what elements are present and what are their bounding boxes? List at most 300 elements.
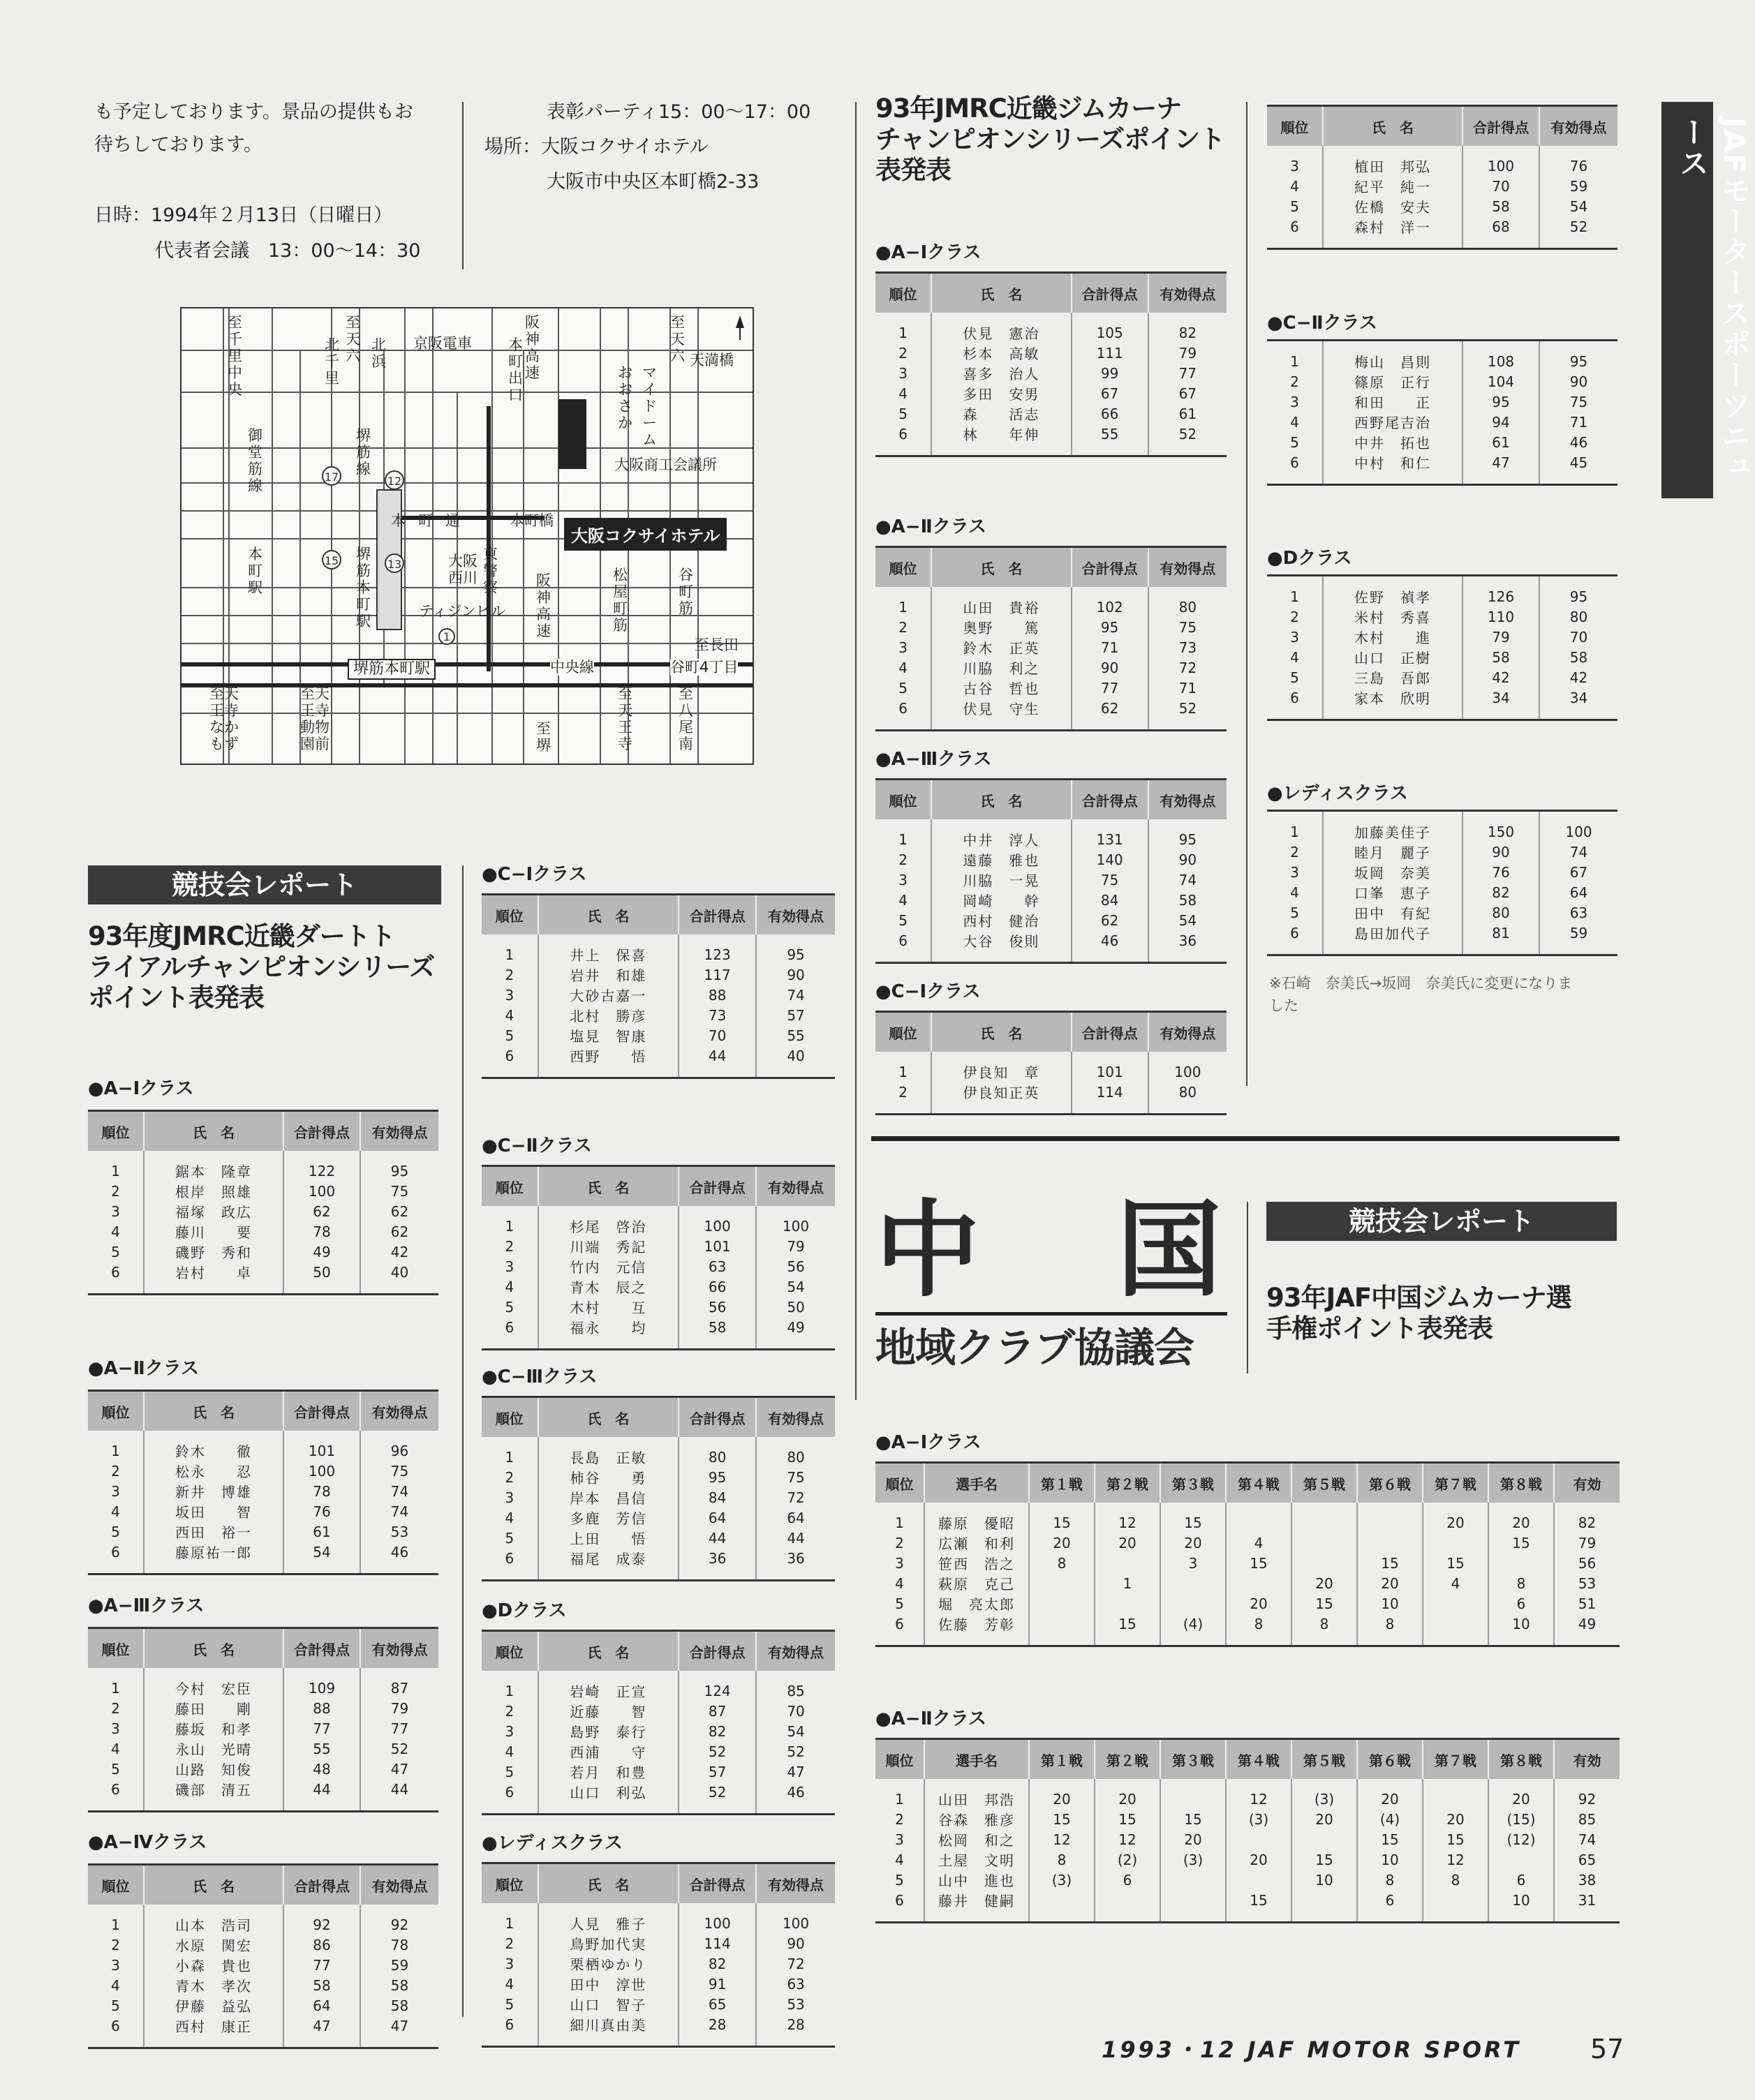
map-num-5: 1	[443, 630, 451, 643]
table-cell: 10	[1357, 1849, 1423, 1870]
table-cell: 2	[898, 344, 908, 362]
column-header: 合計得点	[283, 1111, 360, 1152]
table-row	[88, 1461, 438, 1481]
map-label-14: 大阪商工会議所	[614, 456, 717, 473]
table-row	[482, 1721, 835, 1741]
driver-name: 松永 忍	[144, 1461, 283, 1481]
table-row	[482, 1953, 835, 1974]
table-cell: 55	[283, 1738, 360, 1759]
column-header: 合計得点	[1072, 1012, 1148, 1052]
table-cell: 5	[505, 1298, 514, 1316]
driver-name: 中井 淳人	[931, 819, 1071, 849]
class-label: ●C−Ⅰクラス	[875, 981, 981, 1002]
round-points-table	[875, 1738, 1620, 1923]
table-cell: 3	[505, 986, 514, 1004]
table-cell: 52	[756, 1741, 835, 1762]
table-cell: 95	[1539, 341, 1617, 372]
column-header: 氏 名	[144, 1111, 283, 1152]
table-cell: 20	[1357, 1573, 1423, 1593]
table-cell: 5	[505, 1027, 514, 1044]
map-label-5: 京阪電車	[413, 335, 472, 352]
table-cell: 79	[1462, 627, 1539, 647]
column-header: 合計得点	[1072, 547, 1148, 588]
column-header: 第１戦	[1029, 1463, 1095, 1503]
table-cell: 100	[283, 1461, 360, 1481]
table-row	[482, 1236, 835, 1256]
points-table	[482, 1630, 835, 1815]
driver-name: 鈴木 正英	[931, 637, 1071, 657]
column-header: 氏 名	[931, 780, 1071, 820]
intro-date: 日時：1994年２月13日（日曜日）	[94, 204, 393, 226]
intro-line-1: も予定しております。景品の提供もお	[94, 101, 413, 123]
table-cell: 15	[1226, 1890, 1291, 1923]
table-row	[88, 1221, 438, 1242]
class-label: ●Dクラス	[482, 1600, 567, 1621]
table-cell: 58	[1148, 890, 1227, 910]
table-cell: 36	[679, 1548, 756, 1581]
driver-name: 青木 孝次	[144, 1975, 283, 1995]
class-label: ●A−Ⅱクラス	[875, 1708, 986, 1729]
table-row	[1267, 842, 1617, 862]
table-cell: 20	[1226, 1593, 1291, 1614]
chugoku-big-2: 国	[1117, 1190, 1222, 1311]
driver-name: 多田 安男	[931, 383, 1071, 403]
table-cell	[1291, 1890, 1357, 1923]
table-cell: 3	[895, 1831, 904, 1848]
table-row	[88, 1718, 438, 1738]
driver-name: 青木 辰之	[538, 1276, 679, 1297]
driver-name: 磯野 秀和	[144, 1242, 283, 1262]
table-cell	[1423, 1533, 1488, 1553]
map-label-8: マイドーム	[642, 364, 657, 448]
table-row	[482, 1467, 835, 1487]
table-cell: 4	[1423, 1573, 1488, 1593]
table-row	[88, 1521, 438, 1542]
column-header: 合計得点	[283, 1391, 360, 1431]
table-cell: 3	[111, 1956, 120, 1974]
table-cell: 1	[895, 1514, 904, 1531]
table-row	[1267, 146, 1617, 176]
table-cell: 15	[1423, 1553, 1488, 1573]
table-cell: 117	[679, 965, 756, 985]
note-line-2: した	[1269, 997, 1298, 1014]
table-cell: 75	[1539, 392, 1617, 412]
driver-name: 中村 和仁	[1323, 452, 1462, 485]
table-cell: 2	[111, 1462, 120, 1480]
table-cell: 58	[679, 1317, 756, 1350]
driver-name: 福尾 成泰	[538, 1548, 679, 1581]
table-cell: 131	[1072, 819, 1148, 849]
table-cell: 73	[679, 1005, 756, 1025]
table-row	[1267, 176, 1617, 196]
class-label: ●A−Ⅰクラス	[875, 242, 982, 263]
table-cell: 101	[679, 1236, 756, 1256]
table-cell: 62	[1072, 698, 1148, 731]
table-cell: 56	[1554, 1553, 1620, 1573]
column-header: 第３戦	[1160, 1739, 1226, 1780]
table-cell: 15	[1029, 1503, 1095, 1533]
table-row	[1267, 196, 1617, 216]
map-label-27: 至長田	[695, 636, 739, 653]
column-header: 合計得点	[679, 1631, 756, 1671]
table-cell: 5	[1290, 433, 1299, 451]
driver-name: 森 活志	[931, 403, 1071, 424]
table-cell: 3	[505, 1722, 514, 1740]
table-row	[88, 1501, 438, 1521]
table-cell: 59	[360, 1955, 438, 1975]
table-cell: 57	[679, 1762, 756, 1782]
note-line-1: ※石崎 奈美氏→坂岡 奈美氏に変更になりま	[1269, 975, 1573, 992]
table-cell: 28	[756, 2014, 835, 2047]
driver-name: 鋸本 隆章	[144, 1151, 283, 1181]
table-cell: 10	[1357, 1593, 1423, 1614]
points-table	[88, 1390, 438, 1575]
map-num-3: 15	[324, 554, 339, 567]
table-cell: 92	[360, 1905, 438, 1935]
class-label: ●A−Ⅳクラス	[88, 1832, 207, 1853]
table-cell: 34	[1539, 687, 1617, 720]
map-label-9: おおさか	[618, 364, 632, 431]
table-cell: 6	[505, 1783, 514, 1801]
section-tab-label: JAFモータースポーツニュース	[1675, 117, 1752, 482]
table-cell: 65	[1554, 1849, 1620, 1870]
driver-name: 岸本 昌信	[538, 1487, 679, 1507]
driver-name: 田中 有紀	[1323, 902, 1462, 923]
driver-name: 田中 淳世	[538, 1974, 679, 1994]
table-cell: 90	[1148, 849, 1227, 870]
table-cell: 2	[505, 1468, 514, 1486]
table-cell: 74	[1554, 1829, 1620, 1849]
driver-name: 西田 裕一	[144, 1521, 283, 1542]
table-cell: 80	[756, 1437, 835, 1467]
table-cell: 3	[111, 1720, 120, 1737]
table-cell: 44	[756, 1528, 835, 1548]
table-cell: 46	[756, 1782, 835, 1815]
table-cell: 46	[360, 1542, 438, 1574]
points-table	[482, 893, 835, 1079]
column-header: 順位	[101, 1403, 130, 1421]
table-cell: (15)	[1488, 1809, 1554, 1829]
table-cell: 74	[360, 1481, 438, 1501]
table-cell: 6	[111, 2017, 120, 2034]
table-cell: 109	[283, 1668, 360, 1698]
table-cell: 1	[898, 831, 908, 848]
left-heading	[88, 921, 434, 1013]
table-row	[875, 1614, 1620, 1646]
column-header: 順位	[495, 1644, 524, 1661]
table-cell: 20	[1423, 1503, 1488, 1533]
table-row	[875, 1870, 1620, 1890]
table-cell: 20	[1160, 1829, 1226, 1849]
table-row	[482, 965, 835, 985]
table-cell: 82	[679, 1721, 756, 1741]
table-cell	[1291, 1503, 1357, 1533]
column-header: 氏 名	[144, 1391, 283, 1431]
points-table-continued	[1267, 105, 1617, 250]
table-cell	[1226, 1573, 1291, 1593]
table-cell: 55	[756, 1025, 835, 1045]
table-cell: 6	[111, 1543, 120, 1561]
driver-name: 西野 悟	[538, 1045, 679, 1078]
driver-name: 細川真由美	[538, 2014, 679, 2047]
table-cell: 59	[1539, 923, 1617, 955]
table-row	[88, 1698, 438, 1718]
table-cell: 4	[1290, 413, 1299, 431]
column-header: 合計得点	[679, 1397, 756, 1438]
column-header: 有効得点	[1148, 780, 1227, 820]
table-cell: 4	[895, 1574, 904, 1592]
table-cell: 1	[505, 1682, 514, 1699]
table-row	[482, 1317, 835, 1350]
table-cell: 12	[1226, 1779, 1291, 1809]
table-cell	[1160, 1573, 1226, 1593]
table-cell: 4	[505, 1006, 514, 1024]
column-header: 氏 名	[931, 547, 1071, 588]
table-cell	[1160, 1779, 1226, 1809]
table-cell: 6	[1290, 218, 1299, 235]
table-cell: 2	[111, 1699, 120, 1717]
table-row	[88, 1779, 438, 1812]
table-cell: 5	[505, 1995, 514, 2013]
table-cell: 6	[1290, 689, 1299, 706]
driver-name: 栗栖ゆかり	[538, 1953, 679, 1974]
table-cell: 122	[283, 1151, 360, 1181]
table-row	[875, 1593, 1620, 1614]
venue-map	[180, 307, 754, 765]
column-header: 合計得点	[1072, 780, 1148, 820]
table-cell: 58	[360, 1975, 438, 1995]
table-cell: 20	[1029, 1779, 1095, 1809]
class-label: ●A−Ⅰクラス	[88, 1078, 194, 1099]
table-cell: 40	[360, 1262, 438, 1295]
table-cell: 70	[679, 1025, 756, 1045]
table-cell: 4	[505, 1509, 514, 1526]
driver-name: 萩原 克己	[924, 1573, 1029, 1593]
driver-name: 藤田 剛	[144, 1698, 283, 1718]
column-header: 順位	[889, 285, 917, 303]
left-banner: 競技会レポート	[88, 865, 441, 904]
table-cell: 102	[1072, 587, 1148, 617]
table-cell: 61	[1462, 432, 1539, 452]
table-cell: 82	[1554, 1503, 1620, 1533]
table-cell: 73	[1148, 637, 1227, 657]
table-cell: 82	[679, 1953, 756, 1974]
table-cell: 36	[1148, 930, 1227, 963]
table-cell: 82	[1148, 313, 1227, 343]
table-cell: 4	[505, 1743, 514, 1760]
map-num-4: 13	[387, 558, 402, 571]
table-cell: 6	[895, 1891, 904, 1909]
table-cell: 92	[283, 1905, 360, 1935]
column-header: 氏 名	[538, 1166, 679, 1207]
column-header: 第５戦	[1291, 1463, 1357, 1503]
driver-name: 山路 知俊	[144, 1759, 283, 1779]
table-cell: 5	[895, 1595, 904, 1612]
column-header: 氏 名	[931, 1012, 1071, 1052]
table-cell: 4	[898, 385, 908, 402]
intro-address: 大阪市中央区本町橋2-33	[547, 171, 760, 193]
table-row	[875, 1553, 1620, 1573]
table-cell: (3)	[1291, 1779, 1357, 1809]
table-row	[1267, 392, 1617, 412]
table-cell: 4	[1290, 177, 1299, 195]
column-header: 順位	[101, 1124, 130, 1141]
table-cell: 1	[111, 1442, 120, 1459]
footer-magazine: 1993・12 JAF MOTOR SPORT	[1102, 2036, 1522, 2063]
driver-name: 木村 進	[1323, 627, 1462, 647]
table-cell: 49	[1554, 1614, 1620, 1646]
table-cell: 15	[1488, 1533, 1554, 1553]
table-cell: 6	[1095, 1870, 1160, 1890]
table-cell	[1291, 1553, 1357, 1573]
table-cell: (3)	[1226, 1809, 1291, 1829]
table-row	[482, 1206, 835, 1236]
table-cell: 20	[1029, 1533, 1095, 1553]
column-header: 合計得点	[679, 1166, 756, 1207]
column-header: 順位	[885, 1752, 914, 1769]
section-tab	[1661, 102, 1752, 498]
table-cell: 15	[1160, 1503, 1226, 1533]
table-row	[1267, 923, 1617, 955]
driver-name: 広瀬 和利	[924, 1533, 1029, 1553]
driver-name: 山中 進也	[924, 1870, 1029, 1890]
table-cell: 80	[1148, 1082, 1227, 1115]
table-cell: 91	[679, 1974, 756, 1994]
table-cell: 110	[1462, 606, 1539, 627]
table-cell	[1291, 1533, 1357, 1553]
driver-name: 伏見 守生	[931, 698, 1071, 731]
table-cell: 2	[1290, 608, 1299, 625]
table-cell: 1	[1290, 352, 1299, 370]
driver-name: 佐藤 芳彰	[924, 1614, 1029, 1646]
table-cell: 5	[111, 1523, 120, 1540]
class-label: ●C−Ⅰクラス	[482, 864, 587, 885]
table-cell: 1	[1290, 823, 1299, 840]
table-row	[1267, 606, 1617, 627]
map-label-22: 松屋町筋	[613, 567, 628, 634]
class-label: ●レディスクラス	[1267, 783, 1408, 804]
table-cell: 77	[283, 1955, 360, 1975]
map-label-15: 本町通	[391, 512, 473, 529]
table-cell: 95	[756, 934, 835, 965]
table-row	[875, 343, 1227, 363]
table-cell: 3	[505, 1489, 514, 1506]
table-row	[88, 1431, 438, 1461]
table-cell: 52	[1148, 698, 1227, 731]
table-cell: 62	[360, 1201, 438, 1221]
table-cell	[1423, 1890, 1488, 1923]
map-label-31: 至天王寺	[618, 685, 632, 752]
table-cell: 105	[1072, 313, 1148, 343]
col-divider-mid	[855, 102, 857, 1400]
table-row	[482, 1297, 835, 1317]
points-table	[875, 546, 1227, 731]
table-cell: 10	[1291, 1870, 1357, 1890]
table-cell: 15	[1423, 1829, 1488, 1849]
driver-name: 岡崎 幹	[931, 890, 1071, 910]
column-header: 順位	[1280, 119, 1309, 136]
table-cell: 56	[756, 1256, 835, 1276]
table-cell: 82	[1462, 882, 1539, 902]
table-cell: 67	[1072, 383, 1148, 403]
table-cell: 20	[1226, 1849, 1291, 1870]
column-header: 合計得点	[1072, 273, 1148, 313]
map-label-29: 至天王寺動物園前	[300, 685, 329, 752]
left-heading-line-1: 93年度JMRC近畿ダートト	[88, 921, 395, 951]
table-cell: 49	[283, 1242, 360, 1262]
table-cell: 67	[1148, 383, 1227, 403]
map-label-21: 阪神高速	[536, 572, 551, 639]
intro-divider	[462, 102, 464, 269]
map-label-17: 本町駅	[248, 546, 262, 596]
round-points-table	[875, 1461, 1620, 1647]
table-cell: 5	[1290, 198, 1299, 215]
table-cell: 81	[1462, 923, 1539, 955]
table-cell: 6	[111, 1263, 120, 1281]
table-cell: 3	[898, 364, 908, 382]
table-row	[875, 363, 1227, 383]
table-cell: 2	[898, 1083, 908, 1101]
table-cell: 6	[1357, 1890, 1423, 1923]
points-table	[88, 1110, 438, 1295]
right-heading-line-3: 表発表	[875, 155, 951, 185]
table-cell: 2	[1290, 373, 1299, 390]
table-cell: 48	[283, 1759, 360, 1779]
table-row	[88, 1759, 438, 1779]
table-row	[1267, 811, 1617, 842]
column-header: 有効得点	[1148, 273, 1227, 313]
table-cell: 15	[1357, 1553, 1423, 1573]
column-header: 順位	[495, 1179, 524, 1196]
table-row	[482, 1782, 835, 1815]
table-cell: 5	[505, 1763, 514, 1780]
table-row	[875, 678, 1227, 698]
table-cell: 87	[679, 1701, 756, 1721]
table-cell	[1291, 1829, 1357, 1849]
table-cell: 1	[111, 1679, 120, 1697]
table-row	[875, 383, 1227, 403]
col-divider-right	[1246, 102, 1247, 1086]
table-cell: 52	[1539, 216, 1617, 249]
table-cell: 6	[898, 699, 908, 717]
column-header: 氏 名	[538, 1631, 679, 1671]
table-cell: 20	[1291, 1573, 1357, 1593]
table-row	[88, 1975, 438, 1995]
table-cell: 1	[898, 598, 908, 616]
table-cell: 55	[1072, 424, 1148, 456]
table-cell: 65	[679, 1994, 756, 2014]
driver-name: 佐橋 安夫	[1323, 196, 1462, 216]
table-cell: 70	[756, 1701, 835, 1721]
map-label-6: 阪神高速	[525, 314, 540, 381]
table-row	[88, 1738, 438, 1759]
chugoku-banner: 競技会レポート	[1266, 1202, 1617, 1241]
points-table	[875, 271, 1227, 457]
column-header: 第４戦	[1226, 1739, 1291, 1780]
driver-name: 上田 悟	[538, 1528, 679, 1548]
table-row	[88, 1935, 438, 1955]
table-cell: 62	[283, 1201, 360, 1221]
map-label-13: 堺筋線	[356, 427, 371, 477]
table-cell: 5	[111, 1997, 120, 2014]
driver-name: 川脇 利之	[931, 657, 1071, 678]
chugoku-heading-line-1: 93年JAF中国ジムカーナ選	[1266, 1283, 1571, 1313]
table-cell: (3)	[1160, 1849, 1226, 1870]
driver-name: 北村 勝彦	[538, 1005, 679, 1025]
table-cell: 59	[1539, 176, 1617, 196]
table-cell: (2)	[1095, 1849, 1160, 1870]
table-cell: 6	[505, 1047, 514, 1064]
